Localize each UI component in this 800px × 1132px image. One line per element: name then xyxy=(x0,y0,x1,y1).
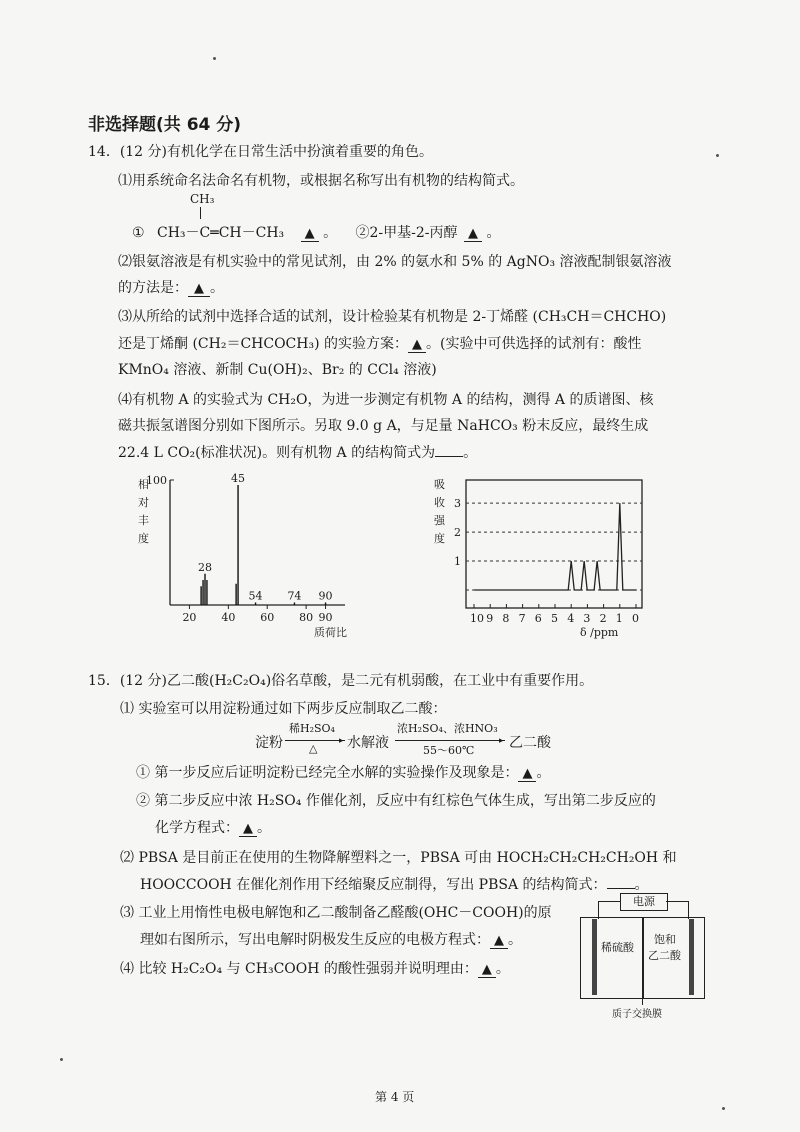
q15-stem: 15．(12 分)乙二酸(H₂C₂O₄)俗名草酸，是二元有机弱酸，在工业中有重要作用。 xyxy=(88,673,594,689)
ms-xtick-label: 20 xyxy=(182,611,197,624)
q15-part4: ⑷ 比较 H₂C₂O₄ 与 CH₃COOH 的酸性强弱并说明理由： ▲ 。 xyxy=(120,961,510,977)
nmr-xtick-label: 4 xyxy=(567,612,575,625)
q14-1-item2: ②2-甲基-2-丙醇 xyxy=(355,225,458,241)
electrode-left xyxy=(592,919,597,995)
formula-ch3: CH₃ xyxy=(190,192,215,206)
reaction-scheme xyxy=(255,720,575,760)
scan-speck xyxy=(716,154,719,157)
wire-right xyxy=(666,901,688,902)
scheme-end: 乙二酸 xyxy=(509,735,551,751)
nmr-chart xyxy=(430,470,650,645)
nmr-xtick-label: 1 xyxy=(615,612,623,625)
q14-1-item1: ① CH₃－C═CH－CH₃ ▲ 。 ②2-甲基-2-丙醇 ▲ 。 xyxy=(132,225,501,241)
formula-bond xyxy=(200,207,201,219)
ms-xtick-label: 60 xyxy=(260,611,275,624)
nmr-spectrum-line xyxy=(474,503,636,590)
ms-peak-label: 54 xyxy=(248,589,263,603)
nmr-ylabel-char: 强 xyxy=(434,514,445,527)
scheme-cond1-bot: △ xyxy=(309,742,318,755)
q14-part3-line3: KMnO₄ 溶液、新制 Cu(OH)₂、Br₂ 的 CCl₄ 溶液) xyxy=(118,362,437,378)
ms-ylabel-char: 相 xyxy=(138,478,149,491)
nmr-xtick-label: 7 xyxy=(518,612,526,625)
nmr-xtick-label: 8 xyxy=(502,612,510,625)
scheme-cond2-top: 浓H₂SO₄、浓HNO₃ xyxy=(397,722,498,735)
electrolysis-cell xyxy=(580,893,705,1023)
nmr-frame xyxy=(466,480,642,608)
arrowhead-2: ▸ xyxy=(499,736,504,746)
ms-ylabel-char: 度 xyxy=(138,532,149,545)
answer-blank-4: ▲ xyxy=(408,337,426,353)
section-title: 非选择题(共 64 分) xyxy=(88,115,242,135)
answer-blank-9: ▲ xyxy=(490,933,508,949)
circle-one: ① xyxy=(132,225,145,241)
q15-part1-item2-line2: 化学方程式： ▲ 。 xyxy=(155,820,271,836)
page-number: 第 4 页 xyxy=(375,1090,415,1104)
cell-right-label-1: 饱和 xyxy=(654,933,676,946)
ms-ytick-label: 100 xyxy=(146,474,167,487)
power-source: 电源 xyxy=(620,893,668,911)
q15-part1-item2: ② 第二步反应中浓 H₂SO₄ 作催化剂，反应中有红棕色气体生成，写出第二步反应的 xyxy=(136,793,656,809)
q14-part1: ⑴用系统命名法命名有机物，或根据名称写出有机物的结构简式。 xyxy=(118,173,524,189)
nmr-xtick-label: 5 xyxy=(551,612,558,625)
membrane xyxy=(642,917,644,999)
electrode-right xyxy=(689,919,694,995)
answer-blank-5 xyxy=(435,442,463,457)
scan-speck xyxy=(722,1107,725,1110)
q15-part3-line1: ⑶ 工业上用惰性电极电解饱和乙二酸制备乙醛酸(OHC－COOH)的原 xyxy=(120,905,552,921)
nmr-xtick-label: 2 xyxy=(599,612,607,625)
ms-xtick-label: 90 xyxy=(318,611,333,624)
scan-speck xyxy=(213,57,216,60)
membrane-pointer xyxy=(642,997,643,1005)
wire-left xyxy=(598,901,620,902)
ms-peak-label: 45 xyxy=(231,472,246,485)
nmr-xtick-label: 6 xyxy=(534,612,542,625)
nmr-ylabel-char: 度 xyxy=(434,532,445,545)
scheme-cond1-top: 稀H₂SO₄ xyxy=(289,722,335,735)
q14-part4-line1: ⑷有机物 A 的实验式为 CH₂O，为进一步测定有机物 A 的结构，测得 A 的质谱图、核 xyxy=(118,392,654,408)
scheme-arrow-1 xyxy=(285,740,345,741)
mass-spectrum-chart xyxy=(130,470,370,645)
nmr-xtick-label: 3 xyxy=(583,612,591,625)
cell-left-label: 稀硫酸 xyxy=(601,941,634,954)
ms-peak-label: 74 xyxy=(287,589,302,603)
nmr-xtick-label: 0 xyxy=(632,612,639,625)
q15-part3-line2: 理如右图所示，写出电解时阴极发生反应的电极方程式： ▲ 。 xyxy=(140,932,522,948)
q14-part3-line2: 还是丁烯酮 (CH₂＝CHCOCH₃) 的实验方案： ▲ 。(实验中可供选择的试剂有：酸性 xyxy=(118,336,642,352)
nmr-xtick-label: 10 xyxy=(470,612,484,625)
q15-part2-line2: HOOCCOOH 在催化剂作用下经缩聚反应制得，写出 PBSA 的结构简式： 。 xyxy=(140,874,649,894)
ms-xtick-label: 80 xyxy=(299,611,314,624)
answer-blank-2: ▲ xyxy=(464,226,482,242)
q14-stem: 14．(12 分)有机化学在日常生活中扮演着重要的角色。 xyxy=(88,144,434,160)
nmr-ytick-label: 3 xyxy=(454,497,461,511)
arrowhead-1: ▸ xyxy=(339,736,344,746)
scheme-arrow-2 xyxy=(395,740,505,741)
nmr-xlabel: δ /ppm xyxy=(580,626,619,639)
ms-ylabel-char: 对 xyxy=(138,496,149,509)
answer-blank-7: ▲ xyxy=(239,821,257,837)
ms-peak-label: 90 xyxy=(318,589,333,603)
q14-part4-line3: 22.4 L CO₂(标准状况)。则有机物 A 的结构简式为 。 xyxy=(118,442,477,462)
q14-part2-line1: ⑵银氨溶液是有机实验中的常见试剂，由 2% 的氨水和 5% 的 AgNO₃ 溶液配制银氨溶液 xyxy=(118,254,672,270)
nmr-ylabel-char: 收 xyxy=(434,496,445,509)
scan-speck xyxy=(60,1058,63,1061)
nmr-ylabel xyxy=(434,478,446,545)
nmr-ytick-label: 1 xyxy=(454,555,461,569)
cell-right-label-2: 乙二酸 xyxy=(648,949,681,962)
answer-blank-8 xyxy=(607,874,635,889)
scheme-start: 淀粉 xyxy=(255,735,283,751)
answer-blank-10: ▲ xyxy=(478,962,496,978)
answer-blank-1: ▲ xyxy=(301,226,319,242)
ms-ylabel xyxy=(138,477,149,545)
scheme-mid: 水解液 xyxy=(347,735,389,751)
nmr-ytick-label: 2 xyxy=(454,526,461,540)
q15-part1: ⑴ 实验室可以用淀粉通过如下两步反应制取乙二酸： xyxy=(120,701,447,717)
q14-part4-line2: 磁共振氢谱图分别如下图所示。另取 9.0 g A，与足量 NaHCO₃ 粉末反应，最终生成 xyxy=(118,418,649,434)
ms-xtick-label: 40 xyxy=(221,611,236,624)
ms-ylabel-char: 丰 xyxy=(138,514,149,527)
answer-blank-3: ▲ xyxy=(188,281,210,297)
nmr-ylabel-char: 吸 xyxy=(434,478,445,491)
answer-blank-6: ▲ xyxy=(518,766,536,782)
membrane-label: 质子交换膜 xyxy=(612,1009,662,1020)
q15-part2-line1: ⑵ PBSA 是目前正在使用的生物降解塑料之一，PBSA 可由 HOCH₂CH₂CH₂CH₂OH 和 xyxy=(120,850,677,866)
nmr-xtick-label: 9 xyxy=(486,612,494,625)
ms-peak-label: 28 xyxy=(198,560,212,574)
formula-main: CH₃－C═CH－CH₃ xyxy=(157,225,285,241)
ms-xlabel: 质荷比 xyxy=(314,626,347,639)
q15-part1-item1: ① 第一步反应后证明淀粉已经完全水解的实验操作及现象是： ▲ 。 xyxy=(136,765,551,781)
scheme-cond2-bot: 55～60℃ xyxy=(423,744,475,757)
q14-part2-line2: 的方法是： ▲ 。 xyxy=(118,280,224,296)
q14-part3-line1: ⑶从所给的试剂中选择合适的试剂，设计检验某有机物是 2-丁烯醛 (CH₃CH＝CHCHO) xyxy=(118,309,667,325)
